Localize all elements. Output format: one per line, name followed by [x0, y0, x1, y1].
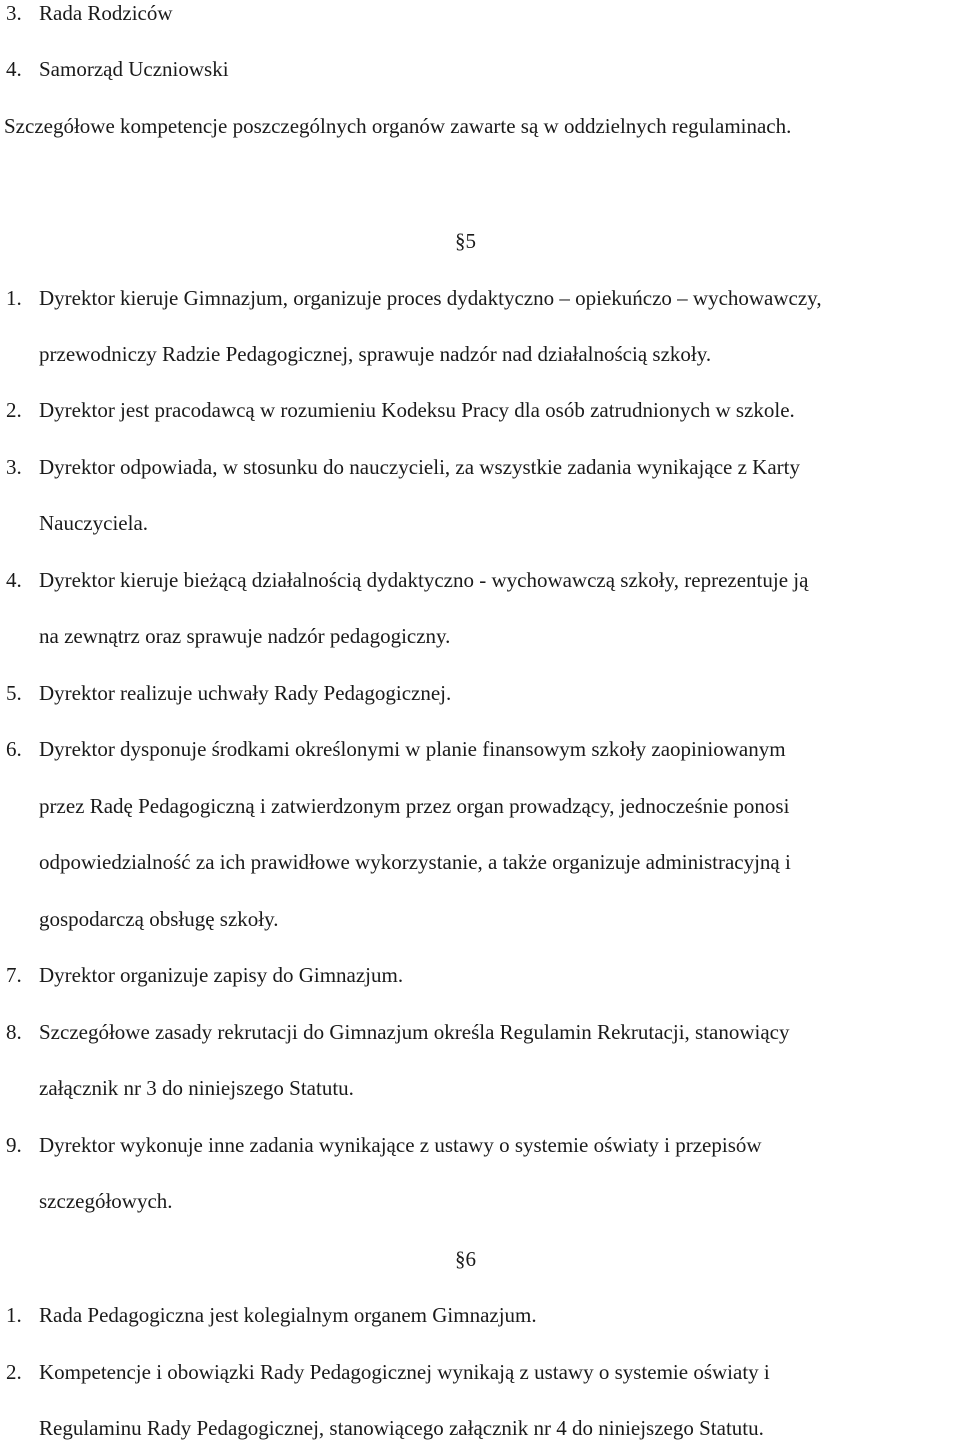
section-heading: §6 [455, 1247, 476, 1271]
list-item-text: Dyrektor kieruje bieżącą działalnością dydaktyczno - wychowawczą szkoły, reprezentuje ją [39, 568, 809, 592]
list-item-text: przewodniczy Radzie Pedagogicznej, sprawuje nadzór nad działalnością szkoły. [39, 342, 712, 366]
list-number: 1. [6, 286, 22, 310]
list-number: 2. [6, 398, 22, 422]
list-item-text: Szczegółowe zasady rekrutacji do Gimnazjum określa Regulamin Rekrutacji, stanowiący [39, 1020, 790, 1044]
list-item-text: Kompetencje i obowiązki Rady Pedagogicznej wynikają z ustawy o systemie oświaty i [39, 1360, 770, 1384]
list-number: 6. [6, 737, 22, 761]
list-item-text: Dyrektor odpowiada, w stosunku do nauczycieli, za wszystkie zadania wynikające z Karty [39, 455, 800, 479]
list-item-text: przez Radę Pedagogiczną i zatwierdzonym przez organ prowadzący, jednocześnie ponosi [39, 794, 790, 818]
list-number: 3. [6, 1, 22, 25]
list-item-text: Regulaminu Rady Pedagogicznej, stanowiącego załącznik nr 4 do niniejszego Statutu. [39, 1416, 764, 1440]
list-number: 4. [6, 568, 22, 592]
list-item-text: Dyrektor kieruje Gimnazjum, organizuje proces dydaktyczno – opiekuńczo – wychowawczy, [39, 286, 822, 310]
list-item-text: odpowiedzialność za ich prawidłowe wykorzystanie, a także organizuje administracyjną i [39, 850, 791, 874]
list-item-text: szczegółowych. [39, 1189, 173, 1213]
list-number: 3. [6, 455, 22, 479]
section-heading: §5 [455, 229, 476, 253]
list-item-text: gospodarczą obsługę szkoły. [39, 907, 279, 931]
list-item-text: na zewnątrz oraz sprawuje nadzór pedagogiczny. [39, 624, 451, 648]
list-number: 2. [6, 1360, 22, 1384]
list-item-text: Dyrektor wykonuje inne zadania wynikające z ustawy o systemie oświaty i przepisów [39, 1133, 762, 1157]
list-number: 8. [6, 1020, 22, 1044]
list-item-text: Rada Rodziców [39, 1, 173, 25]
list-number: 7. [6, 963, 22, 987]
list-number: 4. [6, 57, 22, 81]
list-item-text: Dyrektor jest pracodawcą w rozumieniu Kodeksu Pracy dla osób zatrudnionych w szkole. [39, 398, 795, 422]
list-item-text: Dyrektor realizuje uchwały Rady Pedagogicznej. [39, 681, 452, 705]
list-item-text: Dyrektor dysponuje środkami określonymi w planie finansowym szkoły zaopiniowanym [39, 737, 786, 761]
list-item-text: Samorząd Uczniowski [39, 57, 229, 81]
list-item-text: załącznik nr 3 do niniejszego Statutu. [39, 1076, 354, 1100]
list-number: 5. [6, 681, 22, 705]
list-item-text: Dyrektor organizuje zapisy do Gimnazjum. [39, 963, 404, 987]
list-item-text: Nauczyciela. [39, 511, 149, 535]
list-number: 1. [6, 1303, 22, 1327]
list-number: 9. [6, 1133, 22, 1157]
intro-note: Szczegółowe kompetencje poszczególnych organów zawarte są w oddzielnych regulaminach. [4, 114, 792, 138]
list-item-text: Rada Pedagogiczna jest kolegialnym organem Gimnazjum. [39, 1303, 537, 1327]
